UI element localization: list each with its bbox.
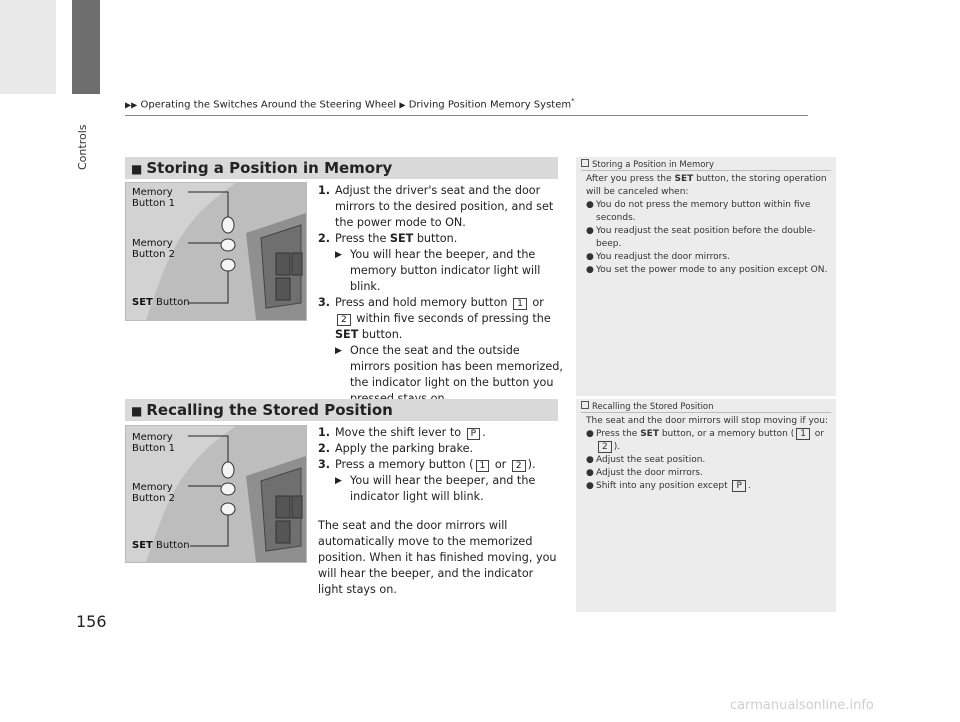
breadcrumb-part1: Operating the Switches Around the Steering Wheel [140,99,397,111]
step-3-result [318,473,563,505]
header-rule [125,115,808,116]
note-text-bold: SET [674,174,694,184]
label-text: Button 1 [132,198,176,209]
key-2-icon: 2 [337,314,351,326]
key-1-icon: 1 [476,460,490,472]
step-text: Press the [335,232,390,245]
note-bullet-text: You do not press the memory button within five seconds. [596,200,811,223]
step-number: 1. [318,426,331,439]
bullet-icon: ● [586,226,594,236]
note-intro [586,173,831,199]
step-number: 3. [318,296,331,309]
bullet-icon: ● [586,468,594,478]
note-storing [576,157,836,396]
step-3-result [318,343,563,407]
step-text: ). [527,458,536,471]
side-label-text: Controls [76,124,89,170]
label-memory-button-1 [132,187,175,209]
step-text-bold: SET [389,232,414,245]
step-text: . [482,426,486,439]
step-text: Apply the parking brake. [335,442,474,455]
bullet-icon: ● [586,429,594,439]
bullet-icon: ● [586,265,594,275]
note-text: After you press the [586,174,675,184]
note-icon [581,159,589,167]
key-p-icon: P [732,480,745,492]
breadcrumb-arrow-icon: ▶▶ [125,100,138,110]
key-2-icon: 2 [512,460,526,472]
breadcrumb-star: * [571,97,575,105]
label-text: Memory [132,238,173,249]
label-memory-button-2 [132,482,175,504]
label-text-bold: SET [132,297,153,308]
note-bullet-text: Adjust the seat position. [596,455,706,465]
note-bullet [586,225,831,251]
breadcrumb [125,97,575,110]
note-title-text: Storing a Position in Memory [592,160,714,170]
figure-recalling [125,425,307,563]
bullet-icon: ● [586,252,594,262]
note-text: Shift into any position except [596,481,731,491]
label-text: Memory [132,432,173,443]
note-bullet [586,454,831,467]
step-2 [318,231,563,247]
step-number: 2. [318,232,331,245]
label-text: Button [152,297,190,308]
section-heading-recalling [125,399,558,421]
steps-recalling [318,425,563,505]
note-text: or [811,429,825,439]
label-memory-button-1 [132,432,175,454]
note-bullet [586,264,831,277]
steps-storing [318,183,563,407]
step-2 [318,441,563,457]
note-text: Press the [596,429,641,439]
step-result-text: You will hear the beeper, and the memory button indicator light will blink. [350,248,541,293]
section-title: Recalling the Stored Position [146,401,393,419]
note-bullet [586,480,831,493]
note-intro: The seat and the door mirrors will stop moving if you: [586,416,829,426]
note-bullet-text: Adjust the door mirrors. [596,468,703,478]
figure-storing [125,182,307,321]
recall-paragraph: The seat and the door mirrors will automatically move to the memorized position. When it has finished moving, you will hear the beeper, and the indicator light stays on. [318,519,557,596]
step-text: button. [413,232,458,245]
step-text: button. [358,328,403,341]
label-text: Button 1 [132,443,176,454]
step-text: Adjust the driver's seat and the door mirrors to the desired position, and set the power mode to ON. [335,184,554,229]
bullet-icon: ● [586,200,594,210]
edge-tab [0,0,56,94]
note-icon [581,401,589,409]
section-title: Storing a Position in Memory [146,159,393,177]
note-text: ). [613,442,621,452]
bullet-icon: ● [586,481,594,491]
step-text: Move the shift lever to [335,426,465,439]
watermark: carmanualsonline.info [730,698,874,713]
side-label [76,110,96,340]
bullet-icon: ● [586,455,594,465]
edge-tab-gap [56,0,72,94]
square-bullet-icon: ■ [131,162,143,176]
step-number: 2. [318,442,331,455]
edge-tab-dark [72,0,100,94]
label-text-bold: SET [132,540,153,551]
label-text: Button 2 [132,493,176,504]
key-p-icon: P [467,428,480,440]
step-number: 3. [318,458,331,471]
square-bullet-icon: ■ [131,404,143,418]
note-text-bold: SET [640,429,659,439]
step-result-text: You will hear the beeper, and the indicator light will blink. [350,474,536,503]
note-bullet-text: You readjust the seat position before the double-beep. [596,226,816,249]
step-result-text: Once the seat and the outside mirrors position has been memorized, the indicator light on the button you [350,344,563,389]
note-separator [581,412,831,413]
label-set-button [132,297,190,308]
label-text: Button [152,540,190,551]
step-3 [318,295,563,343]
note-bullet-text: You set the power mode to any position except ON. [596,265,828,275]
note-recalling [576,399,836,612]
key-1-icon: 1 [513,298,527,310]
note-bullet-text: You readjust the door mirrors. [596,252,730,262]
step-3 [318,457,563,473]
note-bullet [586,251,831,264]
note-body [586,173,831,277]
key-2-icon: 2 [598,441,612,453]
note-bullet [586,467,831,480]
note-bullet [586,199,831,225]
step-1 [318,183,563,231]
step-1 [318,425,563,441]
step-text: or [528,296,544,309]
step-text: Press and hold memory button [335,296,512,309]
step-text: Press a memory button ( [335,458,474,471]
note-separator [581,170,831,171]
note-text: button, the storing operation will be canceled when: [586,174,827,197]
note-bullet [586,428,831,454]
step-text: or [491,458,510,471]
label-text: Button 2 [132,249,176,260]
note-body [586,415,831,493]
note-text: button, or a memory button ( [658,429,795,439]
step-number: 1. [318,184,331,197]
label-text: Memory [132,482,173,493]
note-title-text: Recalling the Stored Position [592,402,714,412]
key-1-icon: 1 [796,428,810,440]
result-arrow-icon: ▶ [335,346,342,356]
step-text: within five seconds of pressing the [352,312,551,325]
result-arrow-icon: ▶ [335,250,342,260]
label-text: Memory [132,187,173,198]
breadcrumb-arrow-icon: ▶ [399,100,406,110]
step-2-result [318,247,563,295]
section-heading-storing [125,157,558,179]
note-text: . [747,481,751,491]
label-set-button [132,540,190,551]
step-text-bold: SET [335,328,359,341]
page-number: 156 [76,612,107,631]
breadcrumb-part2: Driving Position Memory System [408,99,572,111]
label-memory-button-2 [132,238,175,260]
result-arrow-icon: ▶ [335,476,342,486]
